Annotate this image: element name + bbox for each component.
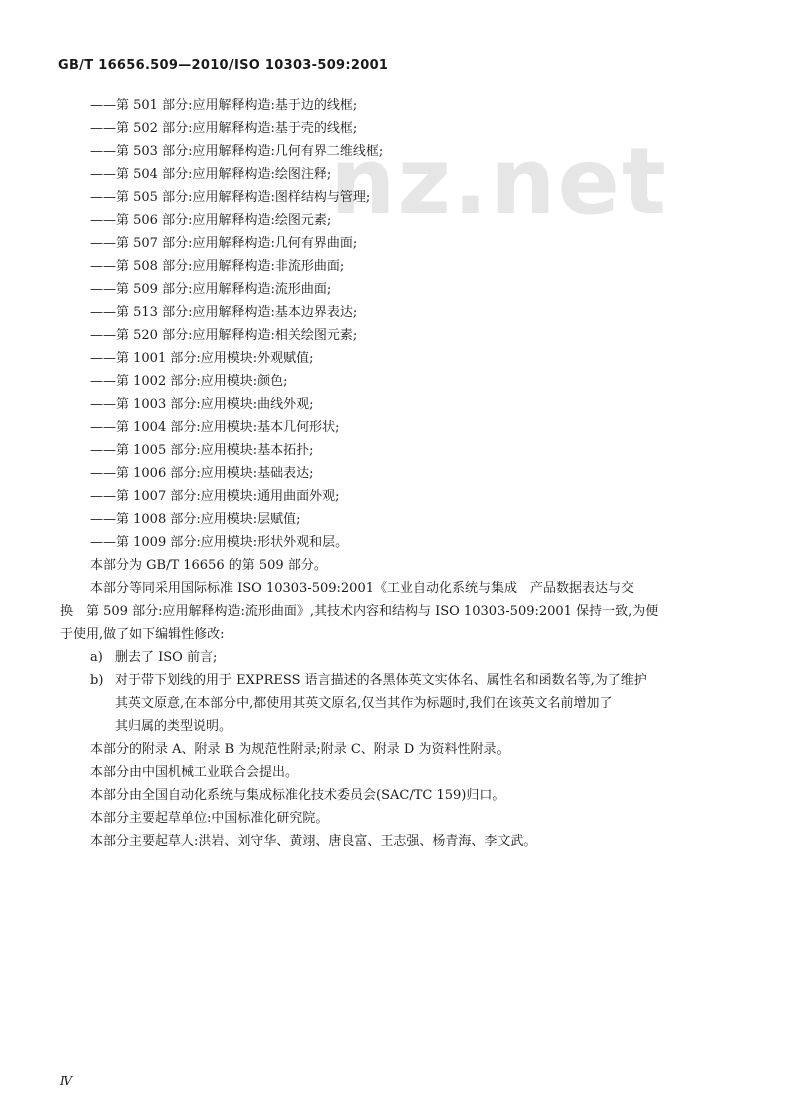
list-item: ——第 507 部分:应用解释构造:几何有界曲面;: [90, 236, 358, 251]
item-text: 其英文原意,在本部分中,都使用其英文原名,仅当其作为标题时,我们在该英文名前增加了: [115, 696, 613, 711]
list-item: ——第 509 部分:应用解释构造:流形曲面;: [90, 282, 332, 297]
list-item: ——第 504 部分:应用解释构造:绘图注释;: [90, 167, 332, 182]
list-item: ——第 508 部分:应用解释构造:非流形曲面;: [90, 259, 345, 274]
paragraph-line: 本部分主要起草人:洪岩、刘守华、黄翊、唐良富、王志强、杨青海、李文武。: [90, 834, 537, 849]
item-text: 其归属的类型说明。: [115, 719, 233, 734]
paragraph-line: 换 第 509 部分:应用解释构造:流形曲面》,其技术内容和结构与 ISO 10303-509:2001 保持一致,为便: [60, 604, 659, 619]
list-item: ——第 505 部分:应用解释构造:图样结构与管理;: [90, 190, 371, 205]
paragraph-line: 本部分的附录 A、附录 B 为规范性附录;附录 C、附录 D 为资料性附录。: [90, 742, 510, 757]
list-item: ——第 1005 部分:应用模块:基本拓扑;: [90, 443, 314, 458]
paragraph-line: 本部分由全国自动化系统与集成标准化技术委员会(SAC/TC 159)归口。: [90, 788, 506, 803]
list-item: ——第 1007 部分:应用模块:通用曲面外观;: [90, 489, 340, 504]
item-text: 删去了 ISO 前言;: [115, 650, 218, 665]
list-item: ——第 1002 部分:应用模块:颜色;: [90, 374, 288, 389]
list-item: ——第 1008 部分:应用模块:层赋值;: [90, 512, 301, 527]
paragraph-line: 于使用,做了如下编辑性修改:: [60, 627, 225, 642]
item-marker: b): [90, 673, 104, 688]
paragraph-line: 本部分为 GB/T 16656 的第 509 部分。: [90, 558, 327, 573]
list-item: ——第 1001 部分:应用模块:外观赋值;: [90, 351, 314, 366]
list-item: ——第 1004 部分:应用模块:基本几何形状;: [90, 420, 340, 435]
list-item: ——第 513 部分:应用解释构造:基本边界表达;: [90, 305, 358, 320]
list-item: ——第 520 部分:应用解释构造:相关绘图元素;: [90, 328, 358, 343]
watermark: nz.net: [330, 128, 668, 235]
item-marker: a): [90, 650, 103, 665]
paragraph-line: 本部分等同采用国际标准 ISO 10303-509:2001《工业自动化系统与集成 产品数据表达与交: [90, 581, 634, 596]
item-text: 对于带下划线的用于 EXPRESS 语言描述的各黑体英文实体名、属性名和函数名等,为了维护: [115, 673, 647, 688]
list-item: ——第 501 部分:应用解释构造:基于边的线框;: [90, 98, 358, 113]
paragraph-line: 本部分主要起草单位:中国标准化研究院。: [90, 811, 329, 826]
list-item: ——第 1009 部分:应用模块:形状外观和层。: [90, 535, 349, 550]
document-header: GB/T 16656.509—2010/ISO 10303-509:2001: [58, 58, 389, 73]
list-item: ——第 1006 部分:应用模块:基础表达;: [90, 466, 314, 481]
page-number: Ⅳ: [60, 1074, 72, 1088]
list-item: ——第 1003 部分:应用模块:曲线外观;: [90, 397, 314, 412]
list-item: ——第 502 部分:应用解释构造:基于壳的线框;: [90, 121, 358, 136]
list-item: ——第 506 部分:应用解释构造:绘图元素;: [90, 213, 332, 228]
list-item: ——第 503 部分:应用解释构造:几何有界二维线框;: [90, 144, 384, 159]
paragraph-line: 本部分由中国机械工业联合会提出。: [90, 765, 299, 780]
